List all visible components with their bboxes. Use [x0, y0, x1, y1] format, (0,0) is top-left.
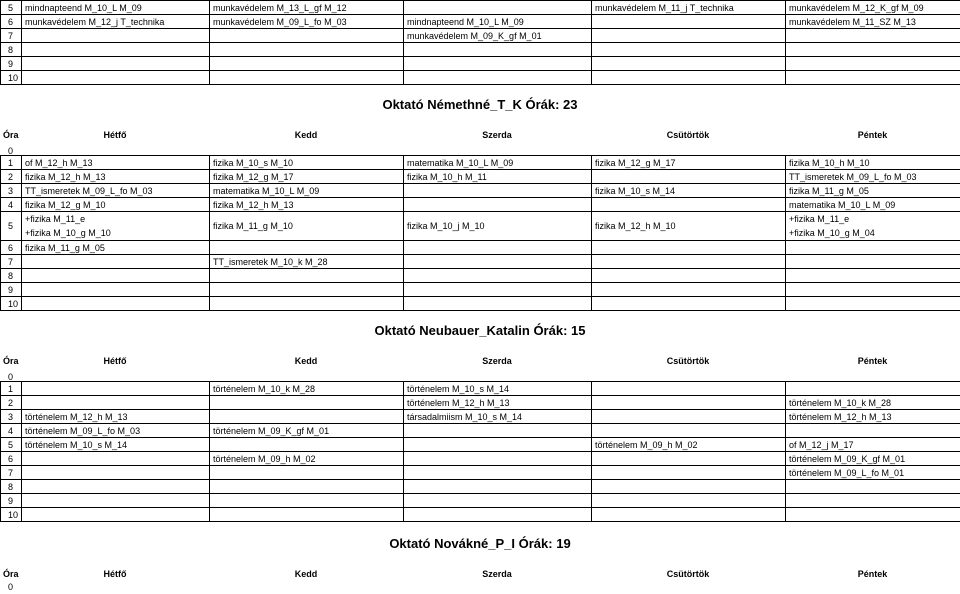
lesson-cell-kedd	[210, 480, 404, 494]
table-row	[1, 494, 960, 508]
lesson-cell-pentek	[786, 43, 960, 57]
lesson-cell-csutortok	[592, 170, 786, 184]
lesson-cell-szerda: történelem M_10_s M_14	[404, 382, 592, 396]
lesson-cell-kedd: matematika M_10_L M_09	[210, 184, 404, 198]
lesson-cell-hetfo: történelem M_10_s M_14	[22, 438, 210, 452]
lesson-cell-kedd	[210, 466, 404, 480]
lesson-cell-csutortok	[592, 241, 786, 255]
table-row	[1, 255, 960, 269]
lesson-line: fizika M_12_h M_10	[595, 221, 676, 231]
lesson-cell-pentek	[786, 71, 960, 85]
table-row	[1, 438, 960, 452]
timetable-grid	[0, 381, 960, 522]
table-row	[1, 382, 960, 396]
header-hetfo: Hétfő	[103, 355, 127, 366]
lesson-cell-pentek: fizika M_11_g M_05	[786, 184, 960, 198]
lesson-cell-hetfo	[22, 71, 210, 85]
lesson-cell-szerda	[404, 424, 592, 438]
table-row	[1, 1, 960, 15]
table-row	[1, 241, 960, 255]
lesson-cell-kedd: történelem M_09_h M_02	[210, 452, 404, 466]
lesson-cell-csutortok	[592, 283, 786, 297]
lesson-cell-szerda: munkavédelem M_09_K_gf M_01	[404, 29, 592, 43]
lesson-cell-pentek: munkavédelem M_11_SZ M_13	[786, 15, 960, 29]
lesson-cell-kedd	[210, 297, 404, 311]
header-ora: Óra	[3, 129, 19, 140]
lesson-cell-kedd: munkavédelem M_09_L_fo M_03	[210, 15, 404, 29]
period-zero: 0	[8, 372, 14, 382]
period-number: 8	[1, 43, 22, 57]
header-kedd: Kedd	[294, 355, 318, 366]
lesson-cell-pentek	[786, 424, 960, 438]
header-szerda: Szerda	[482, 568, 512, 579]
lesson-cell-pentek	[786, 480, 960, 494]
lesson-cell-szerda	[404, 198, 592, 212]
lesson-cell-pentek: történelem M_10_k M_28	[786, 396, 960, 410]
header-pentek: Péntek	[857, 355, 888, 366]
table-row	[1, 57, 960, 71]
lesson-cell-szerda	[404, 255, 592, 269]
period-number: 3	[1, 410, 22, 424]
lesson-cell-csutortok	[592, 494, 786, 508]
lesson-cell-kedd	[210, 494, 404, 508]
lesson-cell-hetfo	[22, 494, 210, 508]
lesson-line: +fizika M_11_e	[25, 214, 86, 224]
lesson-cell-csutortok	[592, 466, 786, 480]
period-zero: 0	[8, 146, 14, 156]
timetable-grid	[0, 0, 960, 85]
lesson-cell-csutortok: fizika M_10_s M_14	[592, 184, 786, 198]
lesson-cell-kedd	[210, 71, 404, 85]
lesson-cell-pentek: matematika M_10_L M_09	[786, 198, 960, 212]
lesson-cell-szerda	[404, 438, 592, 452]
lesson-cell-kedd: TT_ismeretek M_10_k M_28	[210, 255, 404, 269]
day-header-row	[0, 567, 960, 580]
table-row	[1, 424, 960, 438]
lesson-cell-pentek	[786, 382, 960, 396]
teacher-title: Oktató Neubauer_Katalin Órák: 15	[374, 323, 586, 338]
period-number: 10	[1, 297, 22, 311]
lesson-cell-szerda: matematika M_10_L M_09	[404, 156, 592, 170]
header-hetfo: Hétfő	[103, 568, 127, 579]
header-ora: Óra	[3, 568, 19, 579]
lesson-cell-hetfo	[22, 255, 210, 269]
lesson-cell-csutortok	[592, 198, 786, 212]
lesson-cell-szerda	[404, 494, 592, 508]
table-row	[1, 283, 960, 297]
lesson-cell-szerda	[404, 1, 592, 15]
lesson-cell-csutortok	[592, 57, 786, 71]
lesson-cell-pentek	[786, 283, 960, 297]
lesson-line: +fizika M_11_e	[789, 214, 850, 224]
lesson-cell-hetfo: fizika M_12_g M_10	[22, 198, 210, 212]
table-row	[1, 480, 960, 494]
lesson-cell-csutortok	[592, 15, 786, 29]
lesson-cell-hetfo: fizika M_11_g M_05	[22, 241, 210, 255]
period-number: 8	[1, 269, 22, 283]
lesson-cell-szerda: történelem M_12_h M_13	[404, 396, 592, 410]
lesson-cell-csutortok	[592, 452, 786, 466]
header-szerda: Szerda	[482, 129, 512, 140]
lesson-cell-pentek	[786, 494, 960, 508]
table-row	[1, 452, 960, 466]
lesson-cell-csutortok	[592, 71, 786, 85]
lesson-cell-hetfo: TT_ismeretek M_09_L_fo M_03	[22, 184, 210, 198]
lesson-cell-hetfo	[22, 283, 210, 297]
table-row	[1, 508, 960, 522]
header-csutortok: Csütörtök	[666, 355, 710, 366]
lesson-cell-hetfo	[22, 29, 210, 43]
lesson-cell-szerda	[404, 466, 592, 480]
header-szerda: Szerda	[482, 355, 512, 366]
period-number: 5	[1, 1, 22, 15]
lesson-cell-kedd: fizika M_10_s M_10	[210, 156, 404, 170]
header-csutortok: Csütörtök	[666, 568, 710, 579]
period-number: 9	[1, 283, 22, 297]
lesson-cell-pentek: történelem M_12_h M_13	[786, 410, 960, 424]
header-csutortok: Csütörtök	[666, 129, 710, 140]
timetable-grid	[0, 155, 960, 311]
lesson-cell-kedd	[210, 29, 404, 43]
lesson-cell-csutortok: fizika M_12_g M_17	[592, 156, 786, 170]
lesson-cell-csutortok	[592, 396, 786, 410]
period-zero: 0	[8, 582, 14, 592]
lesson-cell-kedd: történelem M_09_K_gf M_01	[210, 424, 404, 438]
lesson-cell-szerda	[404, 212, 592, 241]
lesson-cell-pentek	[786, 297, 960, 311]
lesson-cell-kedd	[210, 438, 404, 452]
period-number: 4	[1, 424, 22, 438]
lesson-cell-kedd	[210, 283, 404, 297]
lesson-cell-szerda: fizika M_10_h M_11	[404, 170, 592, 184]
period-number: 7	[1, 466, 22, 480]
lesson-cell-szerda	[404, 269, 592, 283]
lesson-cell-pentek	[786, 241, 960, 255]
lesson-cell-kedd	[210, 57, 404, 71]
lesson-cell-csutortok	[592, 212, 786, 241]
lesson-cell-hetfo	[22, 452, 210, 466]
lesson-cell-hetfo	[22, 297, 210, 311]
period-number: 3	[1, 184, 22, 198]
lesson-cell-hetfo: mindnapteend M_10_L M_09	[22, 1, 210, 15]
period-number: 8	[1, 480, 22, 494]
lesson-cell-pentek	[786, 269, 960, 283]
lesson-cell-pentek: történelem M_09_K_gf M_01	[786, 452, 960, 466]
table-row	[1, 184, 960, 198]
lesson-cell-csutortok	[592, 297, 786, 311]
lesson-cell-csutortok	[592, 480, 786, 494]
table-row	[1, 198, 960, 212]
lesson-cell-hetfo	[22, 269, 210, 283]
table-row	[1, 156, 960, 170]
lesson-cell-kedd	[210, 269, 404, 283]
period-number: 5	[1, 212, 22, 241]
lesson-cell-csutortok	[592, 410, 786, 424]
lesson-cell-kedd	[210, 212, 404, 241]
lesson-cell-hetfo	[22, 480, 210, 494]
lesson-cell-hetfo	[22, 382, 210, 396]
lesson-cell-szerda	[404, 508, 592, 522]
period-number: 2	[1, 396, 22, 410]
period-number: 9	[1, 57, 22, 71]
lesson-cell-szerda	[404, 283, 592, 297]
lesson-cell-pentek	[786, 57, 960, 71]
period-number: 1	[1, 156, 22, 170]
lesson-cell-hetfo: munkavédelem M_12_j T_technika	[22, 15, 210, 29]
table-row	[1, 410, 960, 424]
lesson-cell-hetfo	[22, 508, 210, 522]
table-row	[1, 466, 960, 480]
lesson-cell-hetfo: történelem M_12_h M_13	[22, 410, 210, 424]
lesson-cell-szerda: mindnapteend M_10_L M_09	[404, 15, 592, 29]
lesson-cell-csutortok	[592, 43, 786, 57]
lesson-cell-hetfo	[22, 396, 210, 410]
lesson-cell-pentek	[786, 29, 960, 43]
table-row	[1, 170, 960, 184]
period-number: 4	[1, 198, 22, 212]
lesson-cell-pentek: történelem M_09_L_fo M_01	[786, 466, 960, 480]
lesson-cell-csutortok	[592, 508, 786, 522]
table-row	[1, 212, 960, 241]
period-number: 5	[1, 438, 22, 452]
lesson-cell-szerda	[404, 43, 592, 57]
table-row	[1, 15, 960, 29]
table-row	[1, 43, 960, 57]
lesson-cell-pentek	[786, 212, 960, 241]
header-hetfo: Hétfő	[103, 129, 127, 140]
period-number: 7	[1, 255, 22, 269]
lesson-cell-hetfo: of M_12_h M_13	[22, 156, 210, 170]
lesson-cell-pentek	[786, 255, 960, 269]
table-row	[1, 269, 960, 283]
lesson-cell-hetfo	[22, 212, 210, 241]
lesson-cell-szerda	[404, 57, 592, 71]
lesson-cell-pentek: TT_ismeretek M_09_L_fo M_03	[786, 170, 960, 184]
header-pentek: Péntek	[857, 568, 888, 579]
period-number: 6	[1, 452, 22, 466]
lesson-cell-kedd	[210, 396, 404, 410]
lesson-cell-pentek: fizika M_10_h M_10	[786, 156, 960, 170]
header-pentek: Péntek	[857, 129, 888, 140]
lesson-cell-hetfo	[22, 57, 210, 71]
lesson-cell-szerda	[404, 297, 592, 311]
period-number: 9	[1, 494, 22, 508]
period-number: 10	[1, 71, 22, 85]
lesson-cell-szerda	[404, 184, 592, 198]
period-number: 10	[1, 508, 22, 522]
period-number: 6	[1, 241, 22, 255]
lesson-cell-csutortok	[592, 29, 786, 43]
lesson-cell-kedd: fizika M_12_h M_13	[210, 198, 404, 212]
lesson-cell-pentek: of M_12_j M_17	[786, 438, 960, 452]
lesson-cell-szerda	[404, 241, 592, 255]
lesson-cell-szerda	[404, 480, 592, 494]
day-header-row	[0, 128, 960, 141]
lesson-cell-kedd: fizika M_12_g M_17	[210, 170, 404, 184]
period-number: 6	[1, 15, 22, 29]
lesson-cell-csutortok: munkavédelem M_11_j T_technika	[592, 1, 786, 15]
lesson-line: +fizika M_10_g M_04	[789, 228, 875, 238]
header-ora: Óra	[3, 355, 19, 366]
table-row	[1, 71, 960, 85]
lesson-cell-kedd	[210, 508, 404, 522]
lesson-line: fizika M_10_j M_10	[407, 221, 485, 231]
lesson-line: fizika M_11_g M_10	[213, 221, 293, 231]
header-kedd: Kedd	[294, 129, 318, 140]
lesson-cell-pentek: munkavédelem M_12_K_gf M_09	[786, 1, 960, 15]
lesson-cell-csutortok	[592, 269, 786, 283]
lesson-cell-hetfo	[22, 466, 210, 480]
day-header-row	[0, 354, 960, 367]
lesson-cell-csutortok: történelem M_09_h M_02	[592, 438, 786, 452]
lesson-cell-szerda	[404, 71, 592, 85]
lesson-cell-hetfo: történelem M_09_L_fo M_03	[22, 424, 210, 438]
teacher-title: Oktató Novákné_P_I Órák: 19	[389, 536, 571, 551]
period-number: 2	[1, 170, 22, 184]
lesson-cell-csutortok	[592, 424, 786, 438]
lesson-cell-kedd	[210, 241, 404, 255]
lesson-cell-kedd: történelem M_10_k M_28	[210, 382, 404, 396]
table-row	[1, 396, 960, 410]
table-row	[1, 29, 960, 43]
lesson-cell-kedd	[210, 43, 404, 57]
teacher-title: Oktató Némethné_T_K Órák: 23	[382, 97, 578, 112]
table-row	[1, 297, 960, 311]
lesson-cell-szerda	[404, 452, 592, 466]
lesson-cell-csutortok	[592, 255, 786, 269]
lesson-cell-kedd	[210, 410, 404, 424]
lesson-line: +fizika M_10_g M_10	[25, 228, 111, 238]
lesson-cell-pentek	[786, 508, 960, 522]
period-number: 1	[1, 382, 22, 396]
lesson-cell-csutortok	[592, 382, 786, 396]
lesson-cell-kedd: munkavédelem M_13_L_gf M_12	[210, 1, 404, 15]
lesson-cell-hetfo	[22, 43, 210, 57]
lesson-cell-hetfo: fizika M_12_h M_13	[22, 170, 210, 184]
lesson-cell-szerda: társadalmiism M_10_s M_14	[404, 410, 592, 424]
period-number: 7	[1, 29, 22, 43]
header-kedd: Kedd	[294, 568, 318, 579]
